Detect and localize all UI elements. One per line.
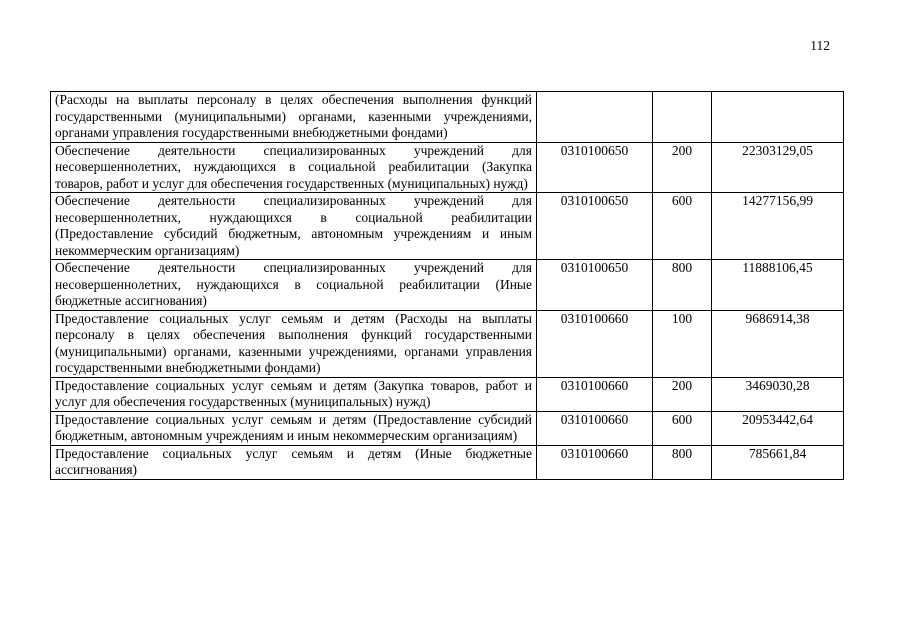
description-cell: Обеспечение деятельности специализированных учреждений для несовершеннолетних, нуждающихся в социальной реабилитации (Предоставление субсидий бюджетным, автономным учреждениям и иным некоммерческим организациям) [51,193,537,260]
description-cell: Предоставление социальных услуг семьям и детям (Закупка товаров, работ и услуг для обеспечения государственных (муниципальных) нужд) [51,377,537,411]
table-body [51,92,844,480]
table-row [51,310,844,377]
target-article-cell: 0310100660 [537,445,653,479]
description-cell: Предоставление социальных услуг семьям и детям (Предоставление субсидий бюджетным, автономным учреждениям и иным некоммерческим организациям) [51,411,537,445]
amount-cell: 20953442,64 [712,411,844,445]
amount-cell: 14277156,99 [712,193,844,260]
expense-type-cell: 100 [653,310,712,377]
table-row [51,377,844,411]
table-row [51,260,844,311]
target-article-cell: 0310100650 [537,142,653,193]
description-cell: Предоставление социальных услуг семьям и детям (Расходы на выплаты персоналу в целях обеспечения выполнения функций государственными (муниципальными) органами, казенными учреждениями, органами управления государственными внебюджетными фондами) [51,310,537,377]
expense-type-cell: 600 [653,193,712,260]
target-article-cell: 0310100650 [537,260,653,311]
amount-cell: 22303129,05 [712,142,844,193]
description-cell: Предоставление социальных услуг семьям и детям (Иные бюджетные ассигнования) [51,445,537,479]
table-row [51,92,844,143]
target-article-cell: 0310100660 [537,411,653,445]
expense-type-cell: 200 [653,142,712,193]
description-cell: Обеспечение деятельности специализированных учреждений для несовершеннолетних, нуждающихся в социальной реабилитации (Закупка товаров, работ и услуг для обеспечения государственных (муниципальных) нужд) [51,142,537,193]
amount-cell: 11888106,45 [712,260,844,311]
expense-type-cell [653,92,712,143]
target-article-cell [537,92,653,143]
amount-cell: 3469030,28 [712,377,844,411]
table-row [51,411,844,445]
target-article-cell: 0310100660 [537,377,653,411]
target-article-cell: 0310100650 [537,193,653,260]
table-row [51,142,844,193]
page-number: 112 [810,38,830,53]
table-row [51,193,844,260]
table-row [51,445,844,479]
description-cell: (Расходы на выплаты персоналу в целях обеспечения выполнения функций государственными (муниципальными) органами, казенными учреждениями, органами управления государственными внебюджетными фондами) [51,92,537,143]
amount-cell: 785661,84 [712,445,844,479]
expense-type-cell: 600 [653,411,712,445]
expense-type-cell: 800 [653,445,712,479]
amount-cell: 9686914,38 [712,310,844,377]
description-cell: Обеспечение деятельности специализированных учреждений для несовершеннолетних, нуждающихся в социальной реабилитации (Иные бюджетные ассигнования) [51,260,537,311]
expense-type-cell: 800 [653,260,712,311]
amount-cell [712,92,844,143]
expense-type-cell: 200 [653,377,712,411]
target-article-cell: 0310100660 [537,310,653,377]
budget-table [50,91,844,480]
